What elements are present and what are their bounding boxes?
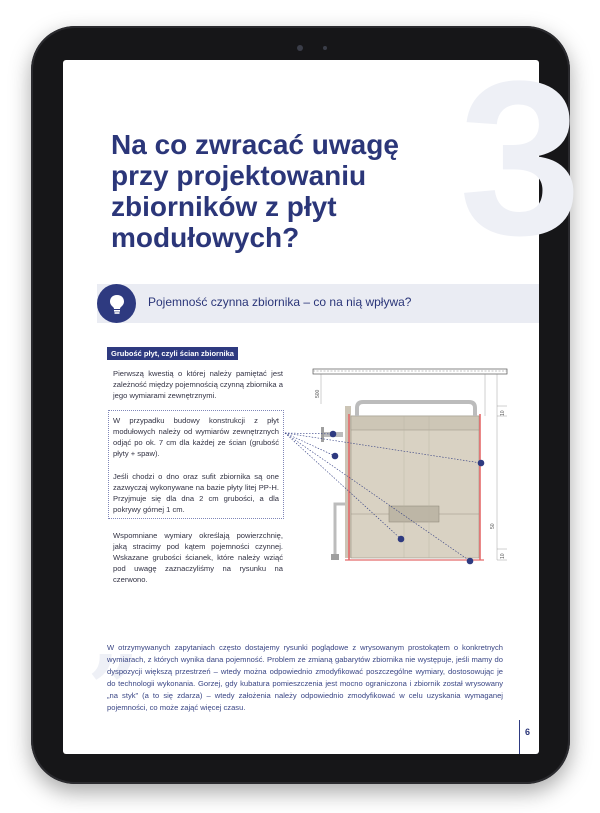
quote-paragraph: W otrzymywanych zapytaniach często dostajemy rysunki poglądowe z wrysowanym prostokątem o konkretnych wymiarach, z których wynika dana pojemność. Problem ze zmianą gabarytów zbiornika nie występuje, jeśli mamy do dyspozycji większą przestrzeń – wtedy można odpowiednio zmodyfikować poszczególne wymiary, dostosowując je do technologii wykonania. Gorzej, gdy kubatura pomieszczenia jest mocno ograniczona i zbiornik został wrysowany „na styk” (a to się zdarza) – wtedy założenia należy odpowiednio zmodyfikować w celu uzyskania wymaganej pojemności, co może zająć więcej czasu.: [107, 643, 503, 712]
dim-top-gap: 500: [315, 389, 321, 398]
tablet-screen[interactable]: [63, 35, 582, 754]
paragraph-intro: Pierwszą kwestią o której należy pamiętać jest zależność między pojemnością czynną zbiornika a jego wymiarami zewnętrznymi.: [113, 369, 283, 400]
section-heading: Pojemność czynna zbiornika – co na nią wpływa?: [148, 295, 412, 309]
page-number: 6: [525, 727, 531, 737]
paragraph-walls: W przypadku budowy konstrukcji z płyt modułowych należy od wymiarów zewnętrznych odjąć po ok. 7 cm dla każdej ze ścian (grubość płyty + spaw).: [113, 416, 279, 458]
dim-bottom: 10: [500, 553, 506, 559]
dim-top: 10: [500, 410, 506, 416]
subsection-tag: Grubość płyt, czyli ścian zbiornika: [107, 347, 238, 360]
chapter-number: 3: [459, 35, 582, 281]
quote-mark-icon: „: [89, 584, 141, 690]
camera-sensor: [323, 46, 327, 50]
page-title: Na co zwracać uwagę przy projektowaniu zbiorników z płyt modułowych?: [111, 129, 399, 253]
paragraph-summary: Wspomniane wymiary określają powierzchnię, jaką stracimy pod kątem pojemności czynnej. Wskazane grubości ścianek, które należy wziąć pod uwagę zaznaczyliśmy na rysunku na czerwono.: [113, 531, 283, 584]
page-number-divider: [519, 720, 520, 754]
front-camera: [297, 45, 303, 51]
dim-mid: 50: [490, 523, 496, 529]
paragraph-bottom-top: Jeśli chodzi o dno oraz sufit zbiornika są one zazwyczaj wykonywane na bazie płyty litej PP-H. Przyjmuje się dla dna 2 cm grubości, a dla pokrywy górnej 1 cm.: [113, 472, 279, 514]
